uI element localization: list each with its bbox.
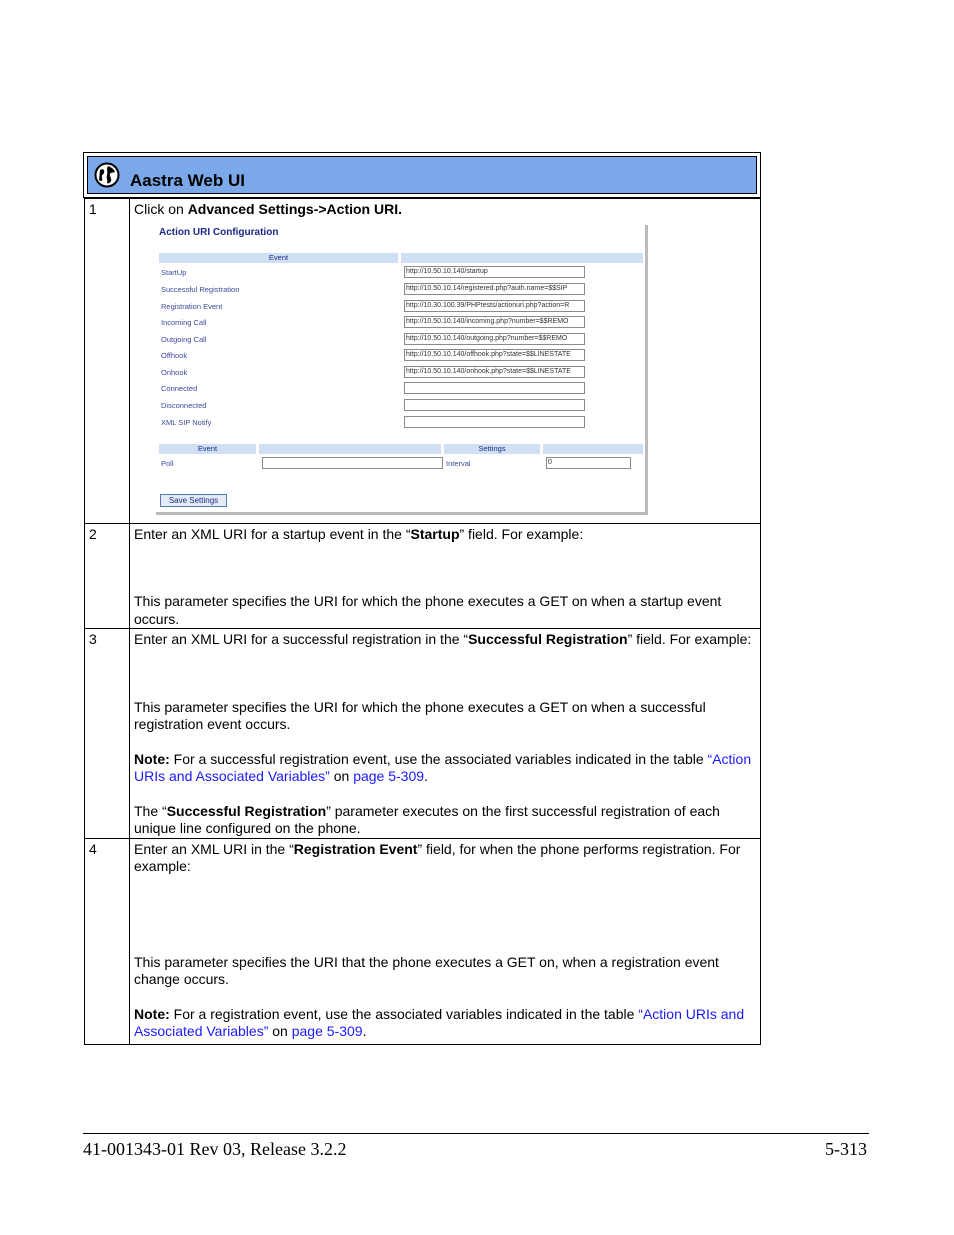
instruction-period: . <box>398 201 402 217</box>
interval-input[interactable]: 0 <box>546 457 631 469</box>
menu-path: Advanced Settings->Action URI <box>187 201 399 217</box>
event-header-label: Event <box>268 252 289 262</box>
save-settings-button[interactable]: Save Settings <box>160 494 227 507</box>
step-instruction <box>134 201 756 219</box>
step-body <box>130 629 761 839</box>
connected-uri-input[interactable] <box>404 382 585 394</box>
step-number: 3 <box>85 629 130 839</box>
step-row-3 <box>85 629 761 839</box>
instruction-text: ” field. For example: <box>459 525 584 542</box>
footer-rule <box>83 1133 869 1134</box>
step-body <box>130 199 761 524</box>
note-text: For a successful registration event, use the associated variables indicated in the table <box>169 750 708 767</box>
disconnected-uri-input[interactable] <box>404 399 585 411</box>
step-instruction <box>134 841 756 876</box>
step-number: 1 <box>85 199 130 524</box>
step-detail <box>134 803 756 838</box>
page-reference-link[interactable]: page 5-309 <box>291 1023 363 1039</box>
detail-text: ” parameter executes on the first successful registration of each unique line configured on the phone. <box>134 802 720 836</box>
field-name: Successful Registration <box>166 802 327 819</box>
uri-label: Disconnected <box>161 400 207 410</box>
globe-icon <box>94 162 120 188</box>
uri-label: Connected <box>161 383 198 393</box>
page-number: 5-313 <box>825 1139 867 1159</box>
incoming-call-uri-input[interactable]: http://10.50.10.140/incoming.php?number=$$REMO <box>404 316 585 328</box>
document-id: 41-001343-01 Rev 03, Release 3.2.2 <box>83 1139 347 1159</box>
step-body <box>130 838 761 1044</box>
note-text: For a registration event, use the associated variables indicated in the table <box>169 1005 639 1022</box>
section-title: Aastra Web UI <box>130 171 245 190</box>
steps-table <box>84 198 761 1045</box>
poll-event-header <box>159 444 256 454</box>
poll-settings-value-header <box>543 444 643 454</box>
note-text: on <box>268 1023 292 1039</box>
table-reference-link[interactable]: “Action URIs and Associated Variables” <box>134 750 752 784</box>
poll-event-header-label: Event <box>197 443 218 453</box>
action-uri-screenshot <box>156 225 648 515</box>
instruction-text: Click on <box>134 201 188 217</box>
uri-label: Offhook <box>161 350 188 360</box>
startup-uri-input[interactable]: http://10.50.10.140/startup <box>404 266 585 278</box>
page-reference-link[interactable]: page 5-309 <box>353 768 425 784</box>
screenshot-title: Action URI Configuration <box>159 226 279 238</box>
step-number: 2 <box>85 523 130 629</box>
poll-value-header <box>259 444 441 454</box>
field-name: Registration Event <box>293 840 418 857</box>
interval-label: Interval <box>446 458 471 468</box>
step-note <box>134 1006 756 1041</box>
instruction-text: Enter an XML URI in the “ <box>134 840 294 857</box>
uri-label: Outgoing Call <box>161 334 207 344</box>
field-name: Successful Registration <box>468 631 628 647</box>
value-column-header <box>401 253 643 263</box>
step-body <box>130 523 761 629</box>
uri-label: XML SIP Notify <box>161 417 212 427</box>
poll-settings-header <box>444 444 540 454</box>
uri-label: Onhook <box>161 367 188 377</box>
uri-label: Registration Event <box>161 301 223 311</box>
step-row-1 <box>85 199 761 524</box>
uri-label: StartUp <box>161 267 187 277</box>
note-text: on <box>329 768 354 784</box>
step-note <box>134 751 756 786</box>
outgoing-call-uri-input[interactable]: http://10.50.10.140/outgoing.php?number=$$REMO <box>404 333 585 345</box>
step-row-4 <box>85 838 761 1044</box>
uri-label: Successful Registration <box>161 284 240 294</box>
step-number: 4 <box>85 838 130 1044</box>
poll-label: Poll <box>161 458 174 468</box>
step-instruction <box>134 631 756 649</box>
note-label: Note: <box>134 1005 170 1022</box>
field-name: Startup <box>410 525 460 542</box>
offhook-uri-input[interactable]: http://10.50.10.140/offhook.php?state=$$LINESTATE <box>404 349 585 361</box>
instruction-text: ” field. For example: <box>627 631 752 647</box>
step-description: This parameter specifies the URI for which the phone executes a GET on when a startup event occurs. <box>134 593 722 627</box>
step-instruction <box>134 526 756 544</box>
note-text: . <box>424 768 428 784</box>
event-column-header <box>159 253 398 263</box>
section-header <box>83 152 761 198</box>
table-reference-link[interactable]: “Action URIs and Associated Variables” <box>134 1005 745 1039</box>
onhook-uri-input[interactable]: http://10.50.10.140/onhook.php?state=$$LINESTATE <box>404 366 585 378</box>
uri-label: Incoming Call <box>161 317 207 327</box>
successful-registration-uri-input[interactable]: http://10.50.10.14/registered.php?auth.name=$$SIP <box>404 283 585 295</box>
poll-uri-input[interactable] <box>262 457 443 469</box>
note-label: Note: <box>134 750 170 767</box>
instruction-text: Enter an XML URI for a successful registration in the “ <box>134 631 469 647</box>
detail-text: The “ <box>134 802 167 819</box>
note-text: . <box>362 1023 367 1039</box>
xml-sip-notify-uri-input[interactable] <box>404 416 585 428</box>
step-description: This parameter specifies the URI that the phone executes a GET on, when a registration event change occurs. <box>134 953 719 987</box>
section-header-bar <box>87 156 757 194</box>
registration-event-uri-input[interactable]: http://10.30.100.39/PHPtests/actionuri.php?action=R <box>404 300 585 312</box>
step-row-2 <box>85 523 761 629</box>
instruction-text: ” field, for when the phone performs registration. For example: <box>134 840 741 874</box>
instruction-text: Enter an XML URI for a startup event in the “ <box>134 525 411 542</box>
step-description: This parameter specifies the URI for which the phone executes a GET on when a successful registration event occurs. <box>134 698 706 732</box>
poll-settings-header-label: Settings <box>478 443 506 453</box>
